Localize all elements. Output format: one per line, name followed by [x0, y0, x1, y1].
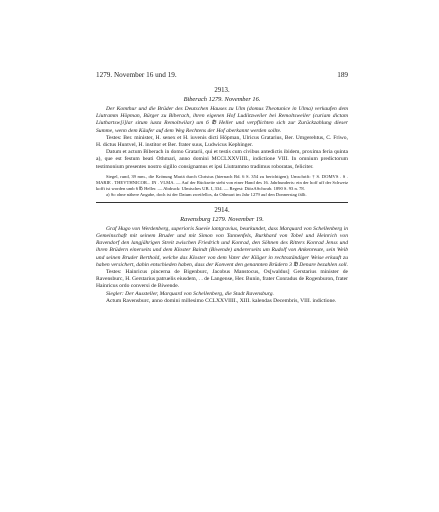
- witness-list: Testes: Hainricus pincerna de Bigenburc, Jacobus Manstocus, Os[waldus] Gerstarius minister de Ravensburc, H. Gerstarius patruelis eiusdem, . . de Langense, Her. Bunin, frater Conradus de Rogenburon, frater Hainricus ordo conversi de Biwende.: [96, 269, 348, 290]
- section-divider: [96, 202, 348, 203]
- actum-clause: Actum Ravensburc, anno domini millesimo CCLXXVIIII., XIII. kalendas Decembris, VIII. indictione.: [106, 297, 337, 304]
- document-number: 2913.: [214, 87, 230, 94]
- page-number: 189: [337, 71, 348, 79]
- datum-clause: Datum et actum Biberach in domo Gratarii, qui et testis cum civibus antedictis ibidem, proxima feria quinta a), que est festum beati Othmari, anno domini MCCLXXVIIII., indictione VIII. In omnium predictorum testimonium presentes nostro sigillo consignamus et ipsi Liutrammo tradimus roboratas, feliciter.: [96, 149, 348, 170]
- document-dateline: Biberach 1279. November 16.: [183, 96, 261, 103]
- main-column: [96, 86, 348, 305]
- document-summary: Graf Hugo von Werdenberg, superioris Suevie lantgravius, beurkundet, dass Marquard von Schellenberg in Gemeinschaft mit seinem Bruder und mit Simon von Tannenfels, Burkhard von Tobel und Heinrich von Ravendorf den langjährigen Streit zwischen Friedrich und Konrad, den Söhnen des Ritters Konrad Jenss und ihren Brüdern einerseits und dem Kloster Baindt (Biwende) andererseits um Rudolf von Ankenreute, sein Weib und seinen Bruder Berthold, welche das Kloster von dem Vater der Kläger in rechtsständiger Weise erkauft zu haben versichert, dahin entschieden haben, dass der Konvent den genannten Brüdern 3 ℔ Denare bezahlen soll.: [96, 225, 348, 268]
- document-number: 2914.: [214, 206, 230, 214]
- running-head: 1279. November 16 und 19.: [96, 71, 177, 79]
- document-summary: Der Komthur und die Brüder des Deutschen Hauses zu Ulm (domus Theotunice in Ulma) verkaufen dem Liutramm Höpman, Bürger zu Biberach, ihren eigenen Hof Ludiitzweiler bei Remoltsweiler (curiam dictam Liuthartsw[i]lar situm iuxta Remoltwilar) um 6 ℔ Heller und verpflichten sich zur Zurückzahlung dieser Summe, wenn dem Käufer auf dem Weg Rechtens der Hof aberkannt werden sollte.: [96, 106, 348, 134]
- sealer-note: Siegler: Der Aussteller, Marquard von Schellenberg, die Stadt Ravensburg.: [106, 290, 274, 297]
- footnote: a) So ohne nähere Angabe, doch ist der Datum zweifellos, da Othmari im Jahr 1279 auf den Donnerstag fällt.: [106, 191, 307, 197]
- seal-notes: Siegel, rund, 39 mm., die Krönung Mariä durch Christus (hiernach Bd. 6 S. 354 zu berichtigen); Umschrift: † S. DOMVS . S . MARIE . THEVTHNICOR... IN . VLMA. — Auf der Rückseite steht von einer Hand des 16. Jahrhunderts: ein der hoff uff der Schweiz kofft ist worden umb 6 ℔ Heller. — Abdruck: Ulmisches UB. I, 334. — Regest: DiözASchwab. 1890 S. 93 n. 78.: [96, 173, 348, 191]
- document-dateline: Ravensburg 1279. November 19.: [180, 215, 264, 223]
- witness-list: Testes: Ber. minister, H. senex et H. iuvenis dicti Höpman, Ulricus Gratarius, Ber. Umgerehtus, C. Friwo, H. dictus Huntvel, H. institor et Ber. frater suus, Ludwicus Kephinger.: [96, 134, 348, 149]
